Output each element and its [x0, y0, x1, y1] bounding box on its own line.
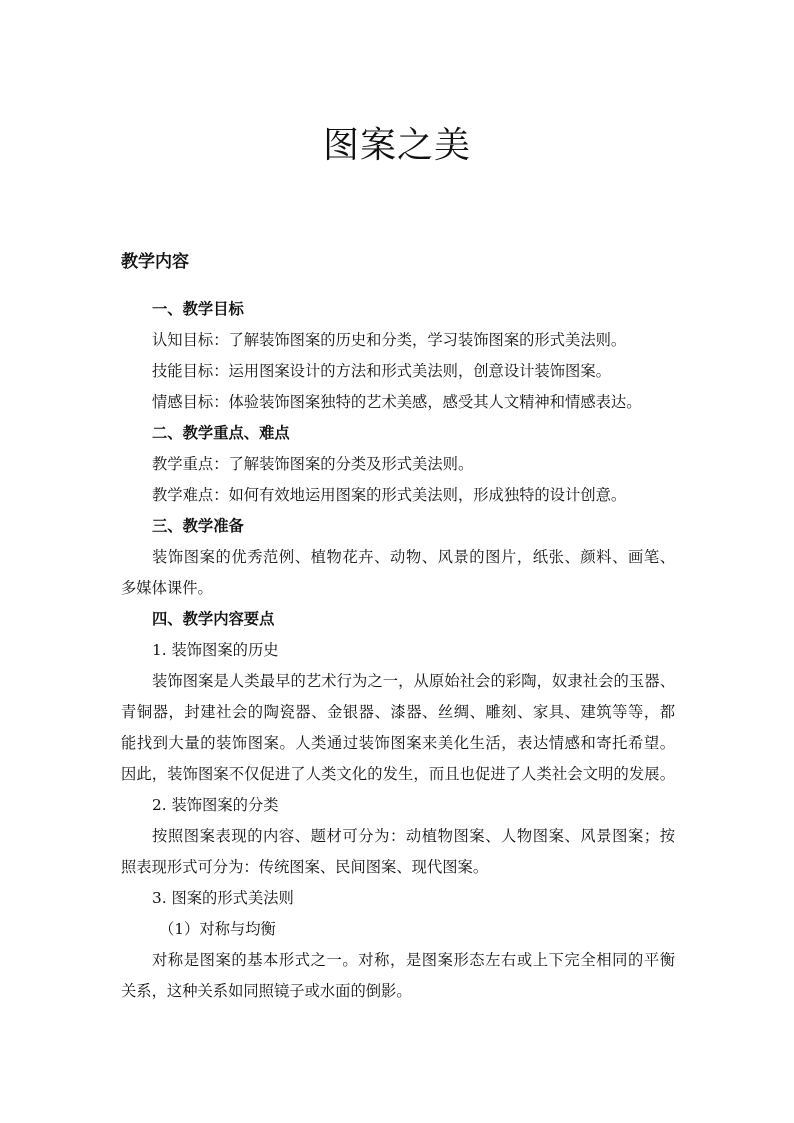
symmetry-paragraph-line: 关系，这种关系如同照镜子或水面的倒影。: [121, 982, 412, 1000]
document-title: 图案之美: [322, 125, 471, 166]
history-paragraph-line: 装饰图案是人类最早的艺术行为之一，从原始社会的彩陶，奴隶社会的玉器、: [152, 672, 675, 690]
classification-paragraph-line: 照表现形式可分为：传统图案、民间图案、现代图案。: [121, 858, 489, 876]
rules-heading: 3. 图案的形式美法则: [152, 889, 294, 907]
history-paragraph-line: 因此，装饰图案不仅促进了人类文化的发生，而且也促进了人类社会文明的发展。: [121, 765, 675, 783]
goals-heading: 一、教学目标: [152, 300, 244, 318]
goal-cognitive: 认知目标：了解装饰图案的历史和分类，学习装饰图案的形式美法则。: [152, 331, 627, 349]
content-heading: 四、教学内容要点: [152, 610, 275, 628]
classification-paragraph-line: 按照图案表现的内容、题材可分为：动植物图案、人物图案、风景图案；按: [152, 827, 675, 845]
prep-paragraph-line: 多媒体课件。: [121, 579, 213, 597]
goal-emotion: 情感目标：体验装饰图案独特的艺术美感，感受其人文精神和情感表达。: [152, 393, 642, 411]
prep-paragraph-line: 装饰图案的优秀范例、植物花卉、动物、风景的图片，纸张、颜料、画笔、: [152, 548, 675, 566]
history-paragraph-line: 青铜器，封建社会的陶瓷器、金银器、漆器、丝绸、雕刻、家具、建筑等等，都: [121, 703, 675, 721]
symmetry-paragraph-line: 对称是图案的基本形式之一。对称，是图案形态左右或上下完全相同的平衡: [152, 951, 675, 969]
document-body: [121, 294, 675, 1007]
keypoints-heading: 二、教学重点、难点: [152, 424, 290, 442]
history-heading: 1. 装饰图案的历史: [152, 641, 279, 659]
symmetry-heading: （1）对称与均衡: [159, 920, 276, 938]
prep-heading: 三、教学准备: [152, 517, 244, 535]
keypoint-focus: 教学重点：了解装饰图案的分类及形式美法则。: [152, 455, 474, 473]
keypoint-difficulty: 教学难点：如何有效地运用图案的形式美法则，形成独特的设计创意。: [152, 486, 627, 504]
classification-heading: 2. 装饰图案的分类: [152, 796, 279, 814]
section-heading: 教学内容: [121, 252, 189, 272]
goal-skill: 技能目标：运用图案设计的方法和形式美法则，创意设计装饰图案。: [152, 362, 611, 380]
history-paragraph-line: 能找到大量的装饰图案。人类通过装饰图案来美化生活，表达情感和寄托希望。: [121, 734, 675, 752]
